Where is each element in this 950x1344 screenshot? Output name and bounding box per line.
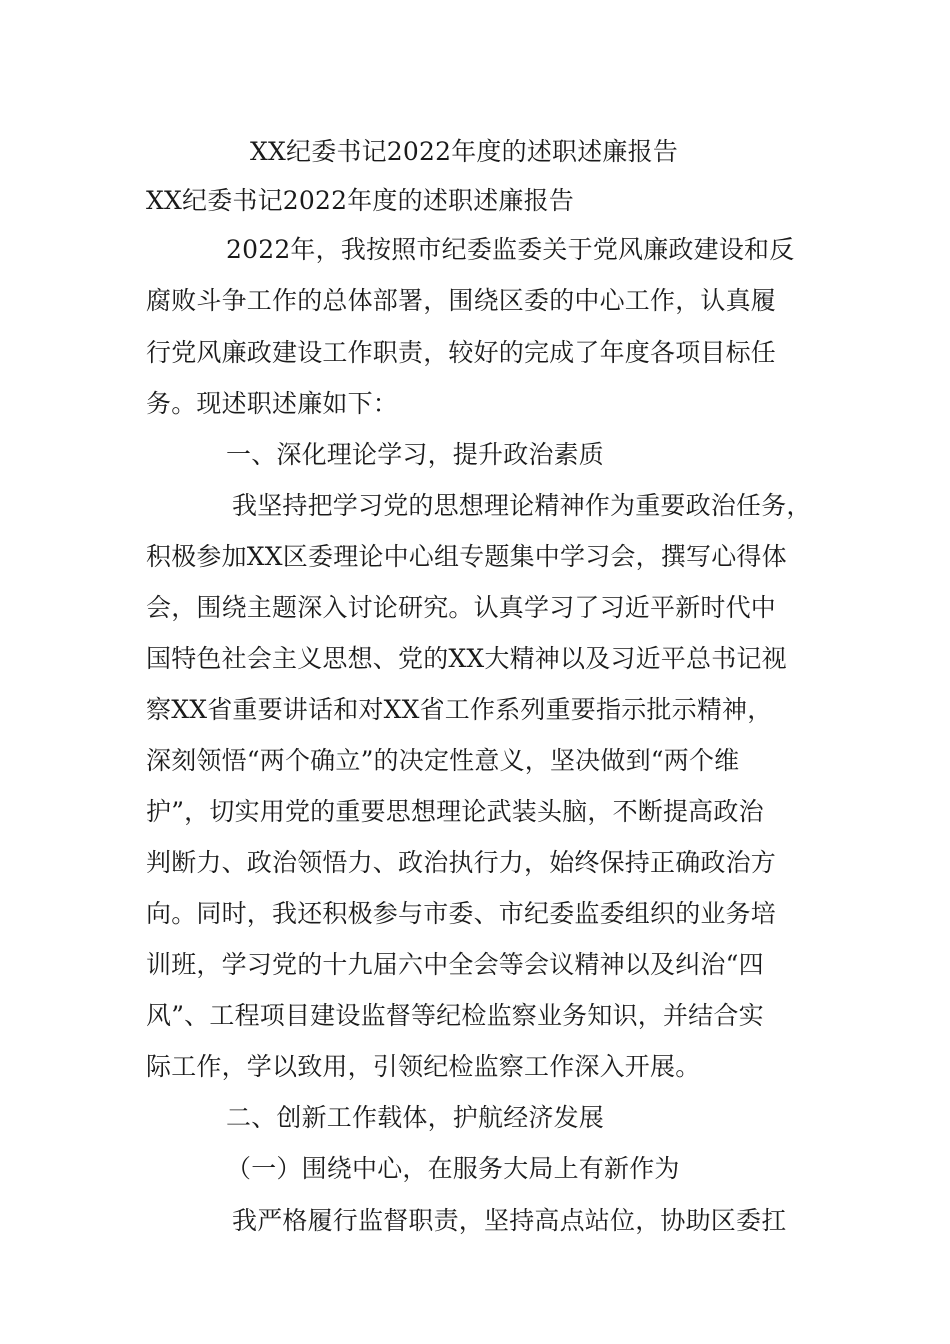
paragraph-line: 腐败斗争工作的总体部署，围绕区委的中心工作，认真履 [146, 286, 777, 315]
paragraph-line: 积极参加XX区委理论中心组专题集中学习会，撰写心得体 [146, 542, 787, 571]
section-heading: 二、创新工作载体，护航经济发展 [226, 1103, 605, 1132]
paragraph-line: 训班，学习党的十九届六中全会等会议精神以及纠治“四 [146, 950, 764, 979]
paragraph-line: 会，围绕主题深入讨论研究。认真学习了习近平新时代中 [146, 593, 777, 622]
document-subtitle: XX纪委书记2022年度的述职述廉报告 [146, 186, 575, 215]
section-heading: 一、深化理论学习，提升政治素质 [226, 440, 605, 469]
paragraph-line: 行党风廉政建设工作职责，较好的完成了年度各项目标任 [146, 338, 777, 367]
paragraph-line: 风”、工程项目建设监督等纪检监察业务知识，并结合实 [146, 1001, 764, 1030]
paragraph-line: 我坚持把学习党的思想理论精神作为重要政治任务， [232, 491, 812, 520]
paragraph-line: 深刻领悟“两个确立”的决定性意义，坚决做到“两个维 [146, 746, 740, 775]
paragraph-line: 务。现述职述廉如下： [146, 389, 399, 418]
paragraph-line: 国特色社会主义思想、党的XX大精神以及习近平总书记视 [146, 644, 787, 673]
paragraph-line: 判断力、政治领悟力、政治执行力，始终保持正确政治方 [146, 848, 777, 877]
paragraph-line: 向。同时，我还积极参与市委、市纪委监委组织的业务培 [146, 899, 777, 928]
paragraph-line: 2022年，我按照市纪委监委关于党风廉政建设和反 [226, 235, 795, 264]
paragraph-line: 察XX省重要讲话和对XX省工作系列重要指示批示精神， [146, 695, 773, 724]
paragraph-line: 护”，切实用党的重要思想理论武装头脑，不断提高政治 [146, 797, 764, 826]
subsection-heading: （一）围绕中心，在服务大局上有新作为 [226, 1154, 680, 1183]
paragraph-line: 我严格履行监督职责，坚持高点站位，协助区委扛 [232, 1206, 787, 1235]
paragraph-line: 际工作，学以致用，引领纪检监察工作深入开展。 [146, 1052, 701, 1081]
document-title: XX纪委书记2022年度的述职述廉报告 [250, 137, 679, 166]
